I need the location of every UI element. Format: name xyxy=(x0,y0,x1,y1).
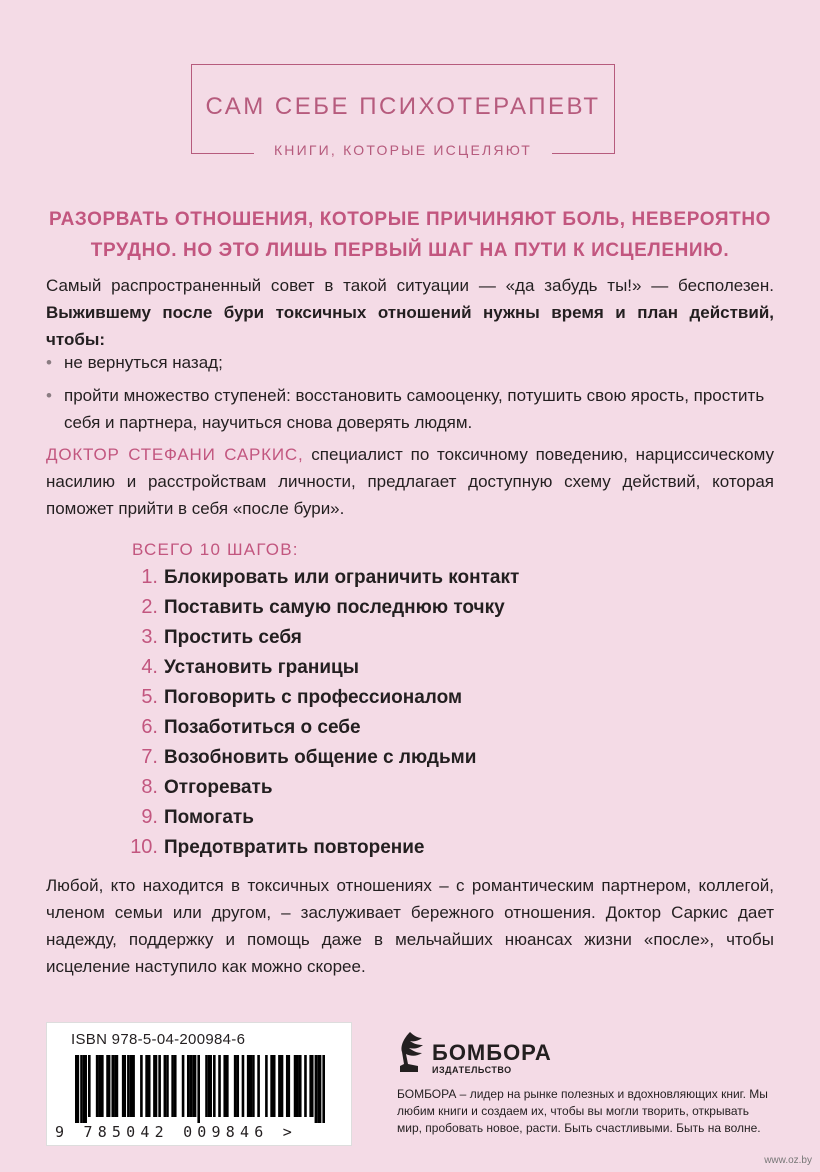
closing-paragraph: Любой, кто находится в токсичных отношениях – с романтическим партнером, коллегой, членом семьи или другом, – заслуживает бережного отношения. Доктор Саркис дает надежду, поддержку и помощь даже в мельчайших нюансах жизни «после», чтобы исцеление наступило как можно скорее. xyxy=(46,876,774,976)
bullet-list xyxy=(46,349,774,442)
step-number: 10. xyxy=(130,836,158,858)
barcode-bar xyxy=(249,1055,252,1117)
step-item xyxy=(118,832,519,862)
barcode-bar xyxy=(265,1055,268,1117)
barcode-bar xyxy=(132,1055,135,1117)
series-subtitle: КНИГИ, КОТОРЫЕ ИСЦЕЛЯЮТ xyxy=(254,142,552,158)
step-item xyxy=(118,682,519,712)
bullet-text: пройти множество ступеней: восстановить самооценку, потушить свою ярость, простить себя и партнера, научиться снова доверять людям. xyxy=(64,386,765,432)
barcode-bar xyxy=(83,1055,87,1123)
barcode-bar xyxy=(317,1055,321,1123)
barcode-bar xyxy=(96,1055,99,1117)
lead-heading: РАЗОРВАТЬ ОТНОШЕНИЯ, КОТОРЫЕ ПРИЧИНЯЮТ БОЛЬ, НЕВЕРОЯТНО ТРУДНО. НО ЭТО ЛИШЬ ПЕРВЫЙ ШАГ НА ПУТИ К ИСЦЕЛЕНИЮ. xyxy=(48,209,772,261)
step-text: Возобновить общение с людьми xyxy=(164,747,477,768)
step-text: Установить границы xyxy=(164,657,359,678)
step-text: Простить себя xyxy=(164,627,302,648)
step-item xyxy=(118,742,519,772)
barcode-bar xyxy=(192,1055,196,1117)
step-number: 8. xyxy=(141,776,158,798)
step-number: 1. xyxy=(141,566,158,588)
barcode-bar xyxy=(148,1055,151,1117)
bullet-icon: • xyxy=(46,353,52,372)
step-text: Поговорить с профессионалом xyxy=(164,687,463,708)
barcode-bar xyxy=(242,1055,245,1117)
step-text: Предотвратить повторение xyxy=(164,837,425,858)
barcode-bar xyxy=(106,1055,110,1117)
step-number: 2. xyxy=(141,596,158,618)
barcode-bar xyxy=(281,1055,284,1117)
isbn-label: ISBN 978-5-04-200984-6 xyxy=(71,1031,246,1048)
barcode-bar xyxy=(111,1055,114,1117)
barcode-bar xyxy=(140,1055,143,1117)
barcode-bar xyxy=(197,1055,200,1123)
isbn-digits: 9 785042 009846 > xyxy=(55,1123,297,1141)
intro-bold: Выжившему после бури токсичных отношений нужны время и план действий, чтобы: xyxy=(46,303,774,349)
author-text: специалист по токсичному поведению, нарциссическому насилию и расстройствам личности, предлагает доступную схему действий, которая поможет прийти в себя «после бури». xyxy=(46,445,774,518)
intro-text: Самый распространенный совет в такой ситуации — «да забудь ты!» — бесполезен. xyxy=(46,276,774,295)
barcode-bar xyxy=(226,1055,229,1117)
step-item xyxy=(118,802,519,832)
step-item xyxy=(118,592,519,622)
barcode-bar xyxy=(252,1055,255,1117)
step-number: 4. xyxy=(141,656,158,678)
list-item xyxy=(46,382,774,436)
step-item xyxy=(118,562,519,592)
barcode-bar xyxy=(182,1055,185,1117)
barcode-bar xyxy=(208,1055,212,1117)
step-item xyxy=(118,712,519,742)
barcode-bar xyxy=(127,1055,130,1117)
series-title: САМ СЕБЕ ПСИХОТЕРАПЕВТ xyxy=(205,93,601,120)
step-number: 7. xyxy=(141,746,158,768)
bullet-text: не вернуться назад; xyxy=(64,353,223,372)
barcode-bar xyxy=(153,1055,157,1117)
barcode-block xyxy=(46,1022,352,1146)
barcode-bar xyxy=(190,1055,193,1117)
barcode-bar xyxy=(80,1055,83,1123)
list-item xyxy=(46,349,774,376)
step-text: Блокировать или ограничить контакт xyxy=(164,567,520,588)
barcode-bar xyxy=(187,1055,190,1117)
step-text: Помогать xyxy=(164,807,254,828)
step-text: Отгоревать xyxy=(164,777,273,798)
barcode-bar xyxy=(315,1055,318,1123)
barcode-bar xyxy=(122,1055,126,1117)
barcode-bar xyxy=(273,1055,276,1117)
step-number: 6. xyxy=(141,716,158,738)
publisher-name: БОМБОРА xyxy=(432,1040,552,1065)
steps-heading: ВСЕГО 10 ШАГОВ: xyxy=(132,540,299,559)
step-item xyxy=(118,772,519,802)
author-name: ДОКТОР СТЕФАНИ САРКИС, xyxy=(46,445,304,464)
barcode-bar xyxy=(236,1055,239,1117)
barcode-bar xyxy=(166,1055,169,1117)
barcode-bar xyxy=(88,1055,91,1117)
step-item xyxy=(118,622,519,652)
barcode-bar xyxy=(304,1055,307,1117)
barcode-bar xyxy=(174,1055,177,1117)
step-number: 5. xyxy=(141,686,158,708)
barcode-bar xyxy=(101,1055,104,1117)
author-paragraph xyxy=(46,441,774,522)
step-item xyxy=(118,652,519,682)
barcode-bar xyxy=(286,1055,290,1117)
barcode-bar xyxy=(213,1055,216,1117)
barcode-bar xyxy=(299,1055,302,1117)
step-text: Поставить самую последнюю точку xyxy=(164,597,505,618)
barcode-bar xyxy=(205,1055,208,1117)
steps-list xyxy=(118,562,519,862)
barcode-bar xyxy=(309,1055,313,1117)
watermark: www.oz.by xyxy=(764,1155,812,1166)
step-number: 3. xyxy=(141,626,158,648)
barcode-bar xyxy=(114,1055,118,1117)
barcode-bar xyxy=(75,1055,79,1123)
bullet-icon: • xyxy=(46,386,52,405)
barcode-icon xyxy=(75,1055,325,1123)
barcode-bar xyxy=(218,1055,221,1117)
barcode-bar xyxy=(158,1055,161,1117)
publisher-sub: ИЗДАТЕЛЬСТВО xyxy=(432,1065,512,1075)
barcode-bar xyxy=(322,1055,325,1123)
bombora-logo-icon xyxy=(396,1030,428,1076)
barcode-bar xyxy=(234,1055,237,1117)
step-number: 9. xyxy=(141,806,158,828)
intro-paragraph xyxy=(46,272,774,353)
step-text: Позаботиться о себе xyxy=(164,717,361,738)
publisher-description: БОМБОРА – лидер на рынке полезных и вдохновляющих книг. Мы любим книги и создаем их, чтобы вы могли творить, открывать мир, пробовать новое, расти. Быть счастливыми. Быть на волне. xyxy=(397,1087,768,1135)
barcode-bar xyxy=(164,1055,167,1117)
series-frame xyxy=(191,64,615,158)
barcode-bar xyxy=(257,1055,260,1117)
barcode-bar xyxy=(296,1055,299,1117)
barcode-bar xyxy=(171,1055,174,1117)
